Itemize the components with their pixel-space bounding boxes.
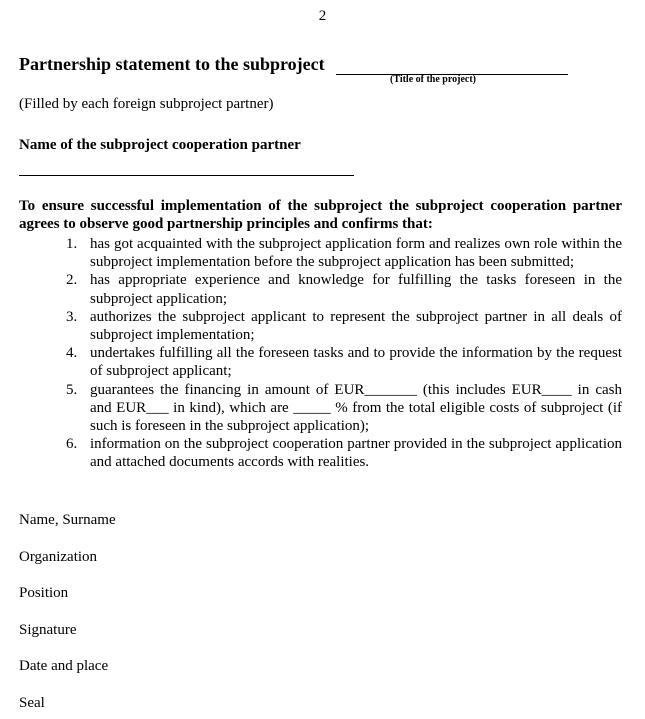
title-note: (Title of the project) — [390, 74, 476, 85]
partner-name-line — [19, 175, 354, 176]
list-item-number: 6. — [66, 436, 78, 453]
list-item — [60, 271, 622, 307]
list-item-text: authorizes the subproject applicant to represent the subproject partner in all deals of subproject implementation; — [90, 308, 622, 344]
organization-label: Organization — [19, 549, 98, 565]
filled-note: (Filled by each foreign subproject partner) — [19, 96, 274, 112]
name-surname-label: Name, Surname — [19, 512, 116, 528]
list-item — [60, 435, 622, 471]
intro-paragraph: To ensure successful implementation of the subproject the subproject cooperation partner agrees to observe good partnership principles and confirms that: — [19, 198, 622, 232]
list-item — [60, 344, 622, 380]
list-item-text: has got acquainted with the subproject application form and realizes own role within the subproject implementation before the subproject application has been submitted; — [90, 236, 622, 271]
page-number: 2 — [318, 8, 327, 24]
list-item-text: has appropriate experience and knowledge for fulfilling the tasks foreseen in the subproject application; — [90, 272, 622, 307]
seal-label: Seal — [19, 695, 45, 711]
signature-label: Signature — [19, 622, 77, 638]
list-item-text: guarantees the financing in amount of EUR_______ (this includes EUR____ in cash and EUR___ in kind), which are _____ % from the total eligible costs of subproject (if such is foreseen in the subproject application); — [90, 381, 622, 435]
list-item-number: 1. — [66, 236, 78, 252]
list-item-text: information on the subproject cooperation partner provided in the subproject application and attached documents accords with realities. — [90, 436, 622, 471]
list-item-number: 4. — [66, 345, 78, 362]
date-place-label: Date and place — [19, 658, 109, 674]
position-label: Position — [19, 585, 69, 601]
list-item-number: 5. — [66, 381, 78, 398]
confirmation-list — [60, 235, 622, 472]
list-item — [60, 308, 622, 344]
partner-heading: Name of the subproject cooperation partner — [19, 137, 301, 153]
list-item — [60, 381, 622, 436]
document-title: Partnership statement to the subproject — [19, 54, 325, 74]
list-item-number: 2. — [66, 272, 78, 289]
list-item — [60, 235, 622, 271]
list-item-text: undertakes fulfilling all the foreseen tasks and to provide the information by the request of subproject applicant; — [90, 345, 622, 380]
list-item-number: 3. — [66, 308, 78, 325]
